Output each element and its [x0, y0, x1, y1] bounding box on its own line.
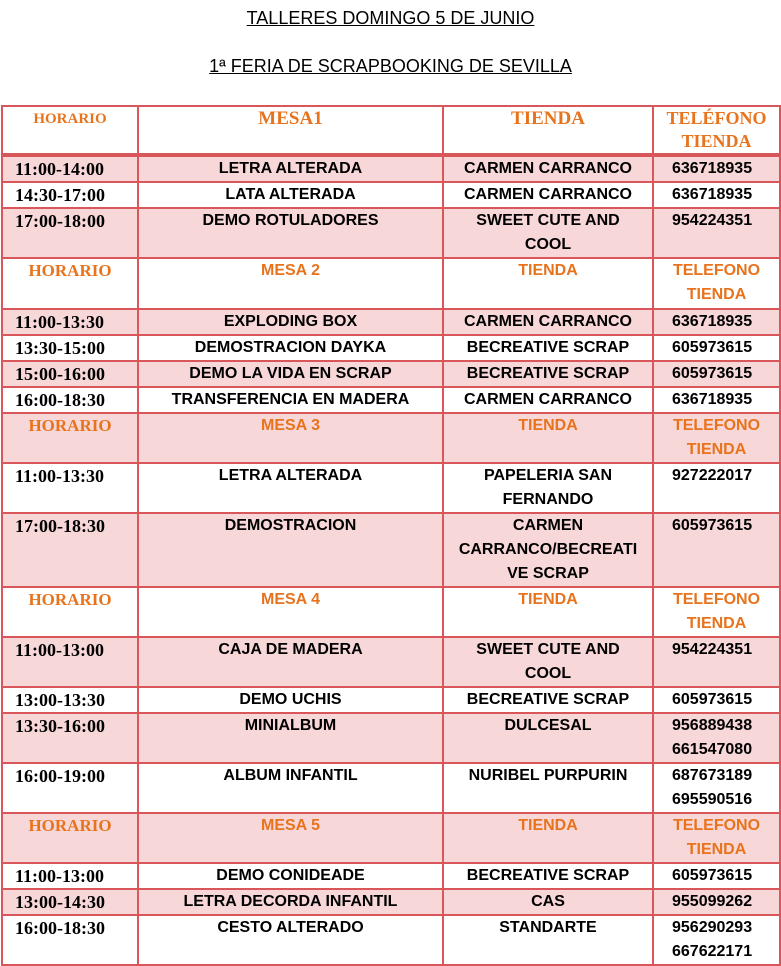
cell-shop: CARMEN CARRANCO: [443, 387, 653, 413]
cell-activity: CAJA DE MADERA: [138, 637, 443, 687]
cell-activity: ALBUM INFANTIL: [138, 763, 443, 813]
page-title: TALLERES DOMINGO 5 DE JUNIO: [246, 8, 535, 28]
header-phone: TELEFONO TIENDA: [653, 413, 780, 463]
cell-shop: CARMEN CARRANCO/BECREATI VE SCRAP: [443, 513, 653, 587]
table-row: [2, 763, 780, 813]
header-activity: MESA 4: [138, 587, 443, 637]
cell-shop: BECREATIVE SCRAP: [443, 863, 653, 889]
header-time: HORARIO: [2, 587, 138, 637]
table-row: [2, 361, 780, 387]
cell-shop: PAPELERIA SAN FERNANDO: [443, 463, 653, 513]
cell-activity: DEMO CONIDEADE: [138, 863, 443, 889]
cell-time: 17:00-18:00: [2, 208, 138, 258]
cell-activity: LETRA DECORDA INFANTIL: [138, 889, 443, 915]
cell-time: 11:00-13:00: [2, 637, 138, 687]
cell-time: 14:30-17:00: [2, 182, 138, 208]
cell-phone: 605973615: [653, 687, 780, 713]
cell-phone: 605973615: [653, 361, 780, 387]
cell-phone: 636718935: [653, 387, 780, 413]
cell-time: 17:00-18:30: [2, 513, 138, 587]
section-header-row: [2, 413, 780, 463]
cell-shop: STANDARTE: [443, 915, 653, 965]
section-header-row: [2, 106, 780, 155]
cell-time: 13:00-13:30: [2, 687, 138, 713]
cell-shop: SWEET CUTE AND COOL: [443, 637, 653, 687]
header-phone: TELÉFONO TIENDA: [653, 106, 780, 155]
table-row: [2, 463, 780, 513]
cell-phone: 956290293 667622171: [653, 915, 780, 965]
cell-activity: LETRA ALTERADA: [138, 463, 443, 513]
header-shop: TIENDA: [443, 587, 653, 637]
cell-time: 11:00-14:00: [2, 155, 138, 182]
header-activity: MESA1: [138, 106, 443, 155]
cell-phone: 956889438 661547080: [653, 713, 780, 763]
cell-activity: DEMO LA VIDA EN SCRAP: [138, 361, 443, 387]
header-phone: TELEFONO TIENDA: [653, 587, 780, 637]
table-row: [2, 309, 780, 335]
table-row: [2, 889, 780, 915]
cell-phone: 636718935: [653, 155, 780, 182]
cell-phone: 687673189 695590516: [653, 763, 780, 813]
cell-shop: NURIBEL PURPURIN: [443, 763, 653, 813]
cell-shop: CARMEN CARRANCO: [443, 309, 653, 335]
cell-phone: 954224351: [653, 208, 780, 258]
header-time: HORARIO: [2, 258, 138, 309]
table-row: [2, 335, 780, 361]
header-phone: TELEFONO TIENDA: [653, 813, 780, 863]
cell-phone: 605973615: [653, 513, 780, 587]
cell-shop: BECREATIVE SCRAP: [443, 361, 653, 387]
header-activity: MESA 3: [138, 413, 443, 463]
header-time: HORARIO: [2, 106, 138, 155]
cell-activity: TRANSFERENCIA EN MADERA: [138, 387, 443, 413]
header-shop: TIENDA: [443, 413, 653, 463]
section-header-row: [2, 587, 780, 637]
table-row: [2, 513, 780, 587]
cell-activity: DEMOSTRACION DAYKA: [138, 335, 443, 361]
cell-shop: CARMEN CARRANCO: [443, 155, 653, 182]
header-shop: TIENDA: [443, 106, 653, 155]
cell-shop: SWEET CUTE AND COOL: [443, 208, 653, 258]
cell-time: 13:30-16:00: [2, 713, 138, 763]
cell-time: 16:00-18:30: [2, 915, 138, 965]
schedule-table: [1, 105, 781, 966]
table-row: [2, 155, 780, 182]
header-shop: TIENDA: [443, 813, 653, 863]
table-row: [2, 637, 780, 687]
table-row: [2, 687, 780, 713]
cell-activity: DEMO ROTULADORES: [138, 208, 443, 258]
cell-phone: 605973615: [653, 863, 780, 889]
cell-phone: 636718935: [653, 309, 780, 335]
page-subtitle: 1ª FERIA DE SCRAPBOOKING DE SEVILLA: [209, 56, 572, 76]
header-activity: MESA 2: [138, 258, 443, 309]
table-row: [2, 713, 780, 763]
cell-activity: MINIALBUM: [138, 713, 443, 763]
cell-activity: DEMO UCHIS: [138, 687, 443, 713]
cell-phone: 954224351: [653, 637, 780, 687]
cell-phone: 636718935: [653, 182, 780, 208]
table-row: [2, 915, 780, 965]
table-row: [2, 387, 780, 413]
table-row: [2, 182, 780, 208]
cell-shop: BECREATIVE SCRAP: [443, 687, 653, 713]
cell-time: 13:30-15:00: [2, 335, 138, 361]
cell-phone: 605973615: [653, 335, 780, 361]
cell-activity: LETRA ALTERADA: [138, 155, 443, 182]
cell-activity: CESTO ALTERADO: [138, 915, 443, 965]
header-time: HORARIO: [2, 813, 138, 863]
cell-time: 11:00-13:30: [2, 309, 138, 335]
cell-activity: LATA ALTERADA: [138, 182, 443, 208]
header-activity: MESA 5: [138, 813, 443, 863]
cell-shop: BECREATIVE SCRAP: [443, 335, 653, 361]
cell-time: 15:00-16:00: [2, 361, 138, 387]
header-shop: TIENDA: [443, 258, 653, 309]
cell-activity: EXPLODING BOX: [138, 309, 443, 335]
cell-time: 11:00-13:00: [2, 863, 138, 889]
cell-shop: CAS: [443, 889, 653, 915]
cell-shop: DULCESAL: [443, 713, 653, 763]
table-row: [2, 208, 780, 258]
cell-phone: 955099262: [653, 889, 780, 915]
cell-time: 16:00-19:00: [2, 763, 138, 813]
section-header-row: [2, 813, 780, 863]
table-row: [2, 863, 780, 889]
cell-time: 16:00-18:30: [2, 387, 138, 413]
cell-time: 13:00-14:30: [2, 889, 138, 915]
header-time: HORARIO: [2, 413, 138, 463]
header-phone: TELEFONO TIENDA: [653, 258, 780, 309]
cell-shop: CARMEN CARRANCO: [443, 182, 653, 208]
cell-phone: 927222017: [653, 463, 780, 513]
cell-time: 11:00-13:30: [2, 463, 138, 513]
cell-activity: DEMOSTRACION: [138, 513, 443, 587]
section-header-row: [2, 258, 780, 309]
